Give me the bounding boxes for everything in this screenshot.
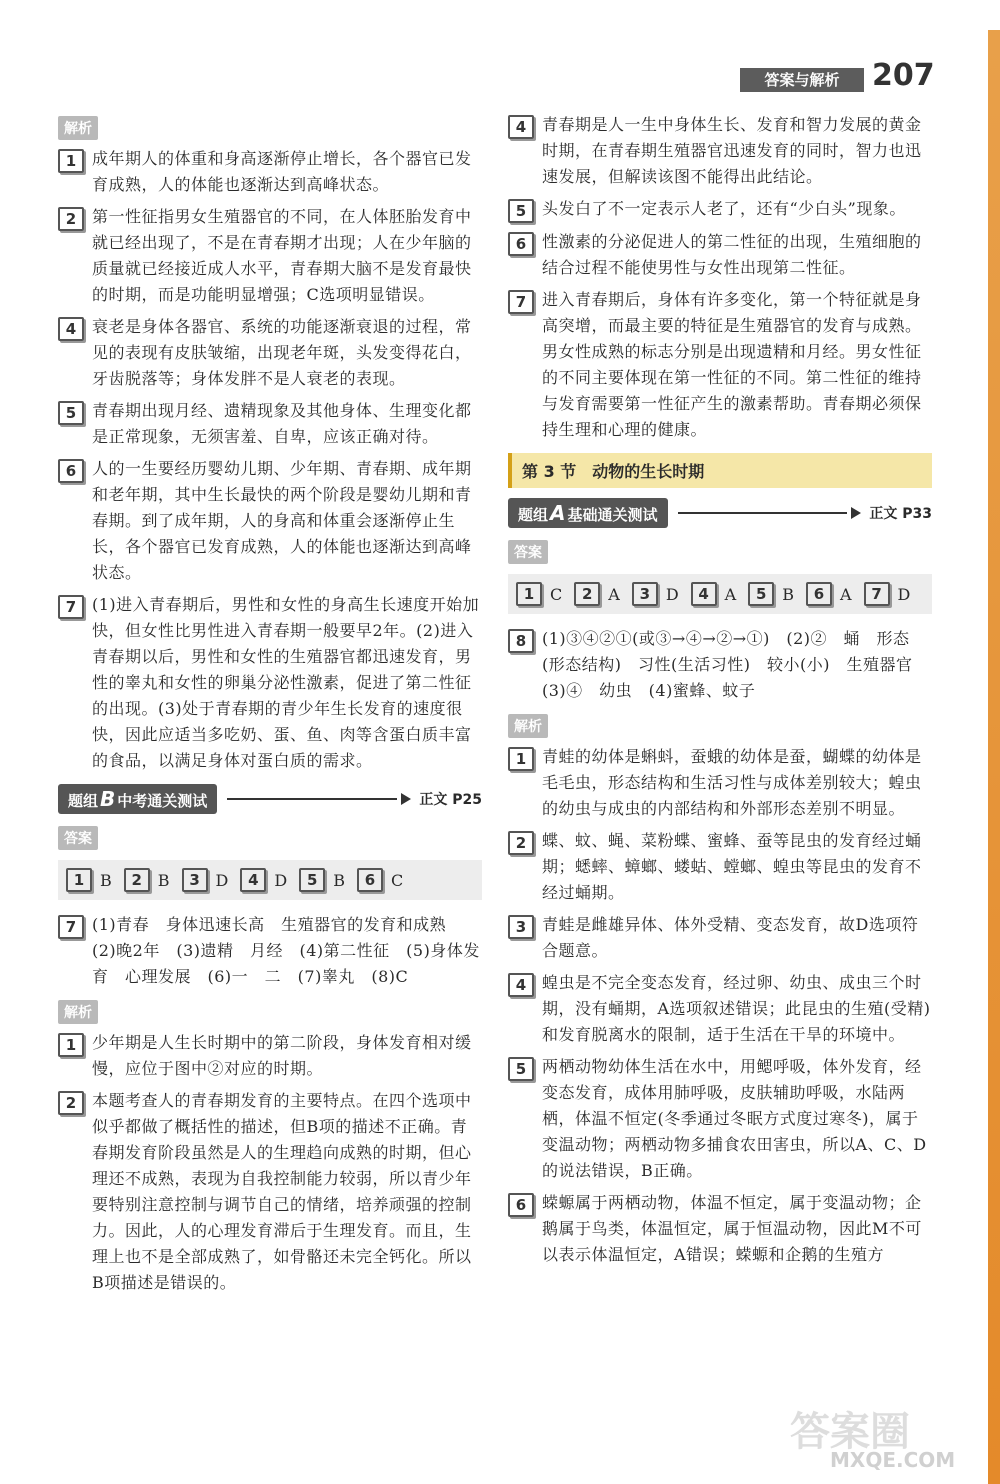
answer-number: 5 bbox=[748, 582, 774, 606]
left-analysis-list bbox=[58, 146, 482, 774]
group-a-ref: 正文 P33 bbox=[869, 506, 932, 522]
answer-number: 1 bbox=[516, 582, 542, 606]
answer-item bbox=[691, 582, 737, 606]
item-number: 3 bbox=[508, 915, 534, 939]
list-item bbox=[58, 912, 482, 990]
header-tag: 答案与解析 bbox=[740, 68, 864, 92]
answer-number: 3 bbox=[182, 868, 208, 892]
arrow-line bbox=[678, 512, 848, 514]
list-item bbox=[58, 146, 482, 198]
group-a-title: 基础通关测试 bbox=[567, 506, 658, 524]
list-item bbox=[58, 1030, 482, 1082]
answer-value: B bbox=[782, 584, 794, 604]
item-number: 4 bbox=[508, 115, 534, 139]
section-title: 第 3 节 动物的生长时期 bbox=[508, 453, 932, 488]
answer-value: D bbox=[274, 870, 288, 890]
list-item bbox=[58, 314, 482, 392]
answer-number: 5 bbox=[299, 868, 325, 892]
item-text: (1)青春 身体迅速长高 生殖器官的发育和成熟 (2)晚2年 (3)遗精 月经 (4)第二性征 (5)身体发育 心理发展 (6)一 二 (7)睾丸 (8)C bbox=[92, 915, 480, 986]
item-number: 7 bbox=[58, 595, 84, 619]
left-answers bbox=[58, 860, 482, 900]
answer-number: 6 bbox=[806, 582, 832, 606]
list-item bbox=[508, 828, 932, 906]
page-number: 207 bbox=[872, 58, 935, 93]
list-item bbox=[58, 456, 482, 586]
analysis-tag: 解析 bbox=[58, 1000, 98, 1024]
list-item bbox=[508, 229, 932, 281]
analysis-tag: 解析 bbox=[58, 116, 98, 140]
item-number: 5 bbox=[58, 401, 84, 425]
right-answers bbox=[508, 574, 932, 614]
item-number: 1 bbox=[58, 149, 84, 173]
arrow-head-icon bbox=[851, 507, 861, 519]
item-text: 青春期出现月经、遗精现象及其他身体、生理变化都是正常现象，无须害羞、自卑，应该正确对待。 bbox=[92, 401, 472, 446]
item-text: 第一性征指男女生殖器官的不同，在人体胚胎发育中就已经出现了，不是在青春期才出现；人在少年脑的质量就已经接近成人水平，青春期大脑不是发育最快的时期，而是功能明显增强；C选项明显错误。 bbox=[92, 207, 472, 304]
answer-item bbox=[299, 868, 345, 892]
item-number: 6 bbox=[508, 1193, 534, 1217]
answer-tag: 答案 bbox=[58, 826, 98, 850]
item-text: 进入青春期后，身体有许多变化，第一个特征就是身高突增，而最主要的特征是生殖器官的发育与成熟。男女性成熟的标志分别是出现遗精和月经。男女性征的不同主要体现在第一性征的不同。第二性征的维持与发育需要第一性征产生的激素帮助。青春期必须保持生理和心理的健康。 bbox=[542, 290, 922, 439]
item-number: 1 bbox=[508, 747, 534, 771]
answer-value: D bbox=[897, 584, 911, 604]
arrow-line bbox=[227, 798, 397, 800]
list-item bbox=[58, 1088, 482, 1296]
answer-number: 4 bbox=[240, 868, 266, 892]
item-text: 蝗虫是不完全变态发育，经过卵、幼虫、成虫三个时期，没有蛹期，A选项叙述错误；此昆虫的生殖(受精)和发育脱离水的限制，适于生活在干旱的环境中。 bbox=[542, 973, 931, 1044]
item-number: 6 bbox=[508, 232, 534, 256]
group-b-letter: B bbox=[100, 787, 116, 811]
answer-number: 6 bbox=[357, 868, 383, 892]
item-text: 本题考查人的青春期发育的主要特点。在四个选项中似乎都做了概括性的描述，但B项的描述不正确。青春期发育阶段虽然是人的生理趋向成熟的时期，但心理还不成熟，表现为自我控制能力较弱，所以青少年要特别注意控制与调节自己的情绪，培养顽强的控制力。因此，人的心理发育滞后于生理发育。而且，生理上也不是全部成熟了，如骨骼还未完全钙化。所以B项描述是错误的。 bbox=[92, 1091, 472, 1292]
page-corner-accent bbox=[988, 30, 1000, 1484]
right-analysis-list-2 bbox=[508, 744, 932, 1268]
answer-number: 2 bbox=[574, 582, 600, 606]
answer-number: 7 bbox=[864, 582, 890, 606]
group-a-prefix: 题组 bbox=[518, 506, 549, 524]
item-number: 2 bbox=[58, 1091, 84, 1115]
item-text: 衰老是身体各器官、系统的功能逐渐衰退的过程，常见的表现有皮肤皱缩，出现老年斑，头发变得花白，牙齿脱落等；身体发胖不是人衰老的表现。 bbox=[92, 317, 472, 388]
answer-number: 3 bbox=[632, 582, 658, 606]
answer-item bbox=[240, 868, 287, 892]
answer-value: A bbox=[608, 584, 620, 604]
answer-value: A bbox=[724, 584, 737, 604]
answer-value: A bbox=[839, 584, 852, 604]
group-b-title: 中考通关测试 bbox=[117, 792, 208, 810]
answer-item bbox=[66, 868, 112, 892]
answer-number: 1 bbox=[66, 868, 92, 892]
group-a-badge bbox=[508, 498, 668, 528]
item-number: 4 bbox=[508, 973, 534, 997]
right-analysis-list bbox=[508, 112, 932, 443]
answer-value: D bbox=[665, 584, 679, 604]
answer-item bbox=[124, 868, 170, 892]
answer-item bbox=[748, 582, 794, 606]
answer-value: D bbox=[215, 870, 229, 890]
answer-value: B bbox=[333, 870, 345, 890]
item-number: 8 bbox=[508, 629, 534, 653]
item-number: 2 bbox=[508, 831, 534, 855]
item-number: 5 bbox=[508, 199, 534, 223]
group-b-bar bbox=[58, 784, 482, 814]
group-b-ref: 正文 P25 bbox=[419, 792, 482, 808]
answer-item bbox=[864, 582, 911, 606]
watermark-logo: 答案圈 bbox=[790, 1409, 910, 1455]
list-item bbox=[508, 1054, 932, 1184]
item-number: 7 bbox=[508, 290, 534, 314]
list-item bbox=[58, 204, 482, 308]
answer-number: 2 bbox=[124, 868, 150, 892]
answer-item bbox=[182, 868, 229, 892]
list-item bbox=[508, 287, 932, 443]
item-text: (1)进入青春期后，男性和女性的身高生长速度开始加快，但女性比男性进入青春期一般要早2年。(2)进入青春期以后，男性和女性的生殖器官都迅速发育，男性的睾丸和女性的卵巢分泌性激素，促进了第二性征的出现。(3)处于青春期的青少年生长发育的速度很快，因此应适当多吃奶、蛋、鱼、肉等含蛋白质丰富的食品，以满足身体对蛋白质的需求。 bbox=[92, 595, 480, 770]
item-number: 6 bbox=[58, 459, 84, 483]
answer-item bbox=[632, 582, 679, 606]
group-b-badge bbox=[58, 784, 217, 814]
item-text: 两栖动物幼体生活在水中，用鳃呼吸，体外发育，经变态发育，成体用肺呼吸，皮肤辅助呼吸，水陆两栖，体温不恒定(冬季通过冬眠方式度过寒冬)，属于变温动物；两栖动物多捕食农田害虫，所以A、C、D的说法错误，B正确。 bbox=[542, 1057, 927, 1180]
list-item bbox=[508, 970, 932, 1048]
list-item bbox=[508, 626, 932, 704]
list-item bbox=[58, 592, 482, 774]
watermark-url: MXQE.COM bbox=[830, 1448, 956, 1472]
group-a-letter: A bbox=[550, 501, 566, 525]
item-number: 4 bbox=[58, 317, 84, 341]
item-number: 7 bbox=[58, 915, 84, 939]
right-column bbox=[508, 112, 932, 1274]
item-text: 蝶、蚊、蝇、菜粉蝶、蜜蜂、蚕等昆虫的发育经过蛹期；蟋蟀、蟑螂、蝼蛄、螳螂、蝗虫等昆虫的发育不经过蛹期。 bbox=[542, 831, 922, 902]
answer-value: C bbox=[390, 870, 404, 890]
answer-number: 4 bbox=[691, 582, 717, 606]
item-text: 性激素的分泌促进人的第二性征的出现，生殖细胞的结合过程不能使男性与女性出现第二性征。 bbox=[542, 232, 922, 277]
item-text: 青蛙的幼体是蝌蚪，蚕蛾的幼体是蚕，蝴蝶的幼体是毛毛虫，形态结构和生活习性与成体差别较大；蝗虫的幼虫与成虫的内部结构和外部形态差别不明显。 bbox=[542, 747, 922, 818]
answer-item bbox=[516, 582, 562, 606]
item-number: 5 bbox=[508, 1057, 534, 1081]
item-text: 蝾螈属于两栖动物，体温不恒定，属于变温动物；企鹅属于鸟类，体温恒定，属于恒温动物，因此M不可以表示体温恒定，A错误；蝾螈和企鹅的生殖方 bbox=[542, 1193, 922, 1264]
list-item bbox=[508, 112, 932, 190]
answer-value: C bbox=[550, 584, 563, 604]
answer-value: B bbox=[157, 870, 170, 890]
answer-value: B bbox=[100, 870, 112, 890]
list-item bbox=[508, 196, 932, 223]
item-text: 人的一生要经历婴幼儿期、少年期、青春期、成年期和老年期，其中生长最快的两个阶段是婴幼儿期和青春期。到了成年期，人的身高和体重会逐渐停止生长，各个器官已发育成熟，人的体能也逐渐达到高峰状态。 bbox=[92, 459, 472, 582]
arrow-head-icon bbox=[401, 793, 411, 805]
answer-item bbox=[574, 582, 620, 606]
item-text: (1)③④②①(或③→④→②→①) (2)② 蛹 形态(形态结构) 习性(生活习性) 较小(小) 生殖器官 (3)④ 幼虫 (4)蜜蜂、蚊子 bbox=[542, 629, 929, 700]
item-text: 成年期人的体重和身高逐渐停止增长，各个器官已发育成熟，人的体能也逐渐达到高峰状态。 bbox=[92, 149, 472, 194]
answer-item bbox=[806, 582, 852, 606]
list-item bbox=[508, 744, 932, 822]
item-number: 2 bbox=[58, 207, 84, 231]
list-item bbox=[508, 1190, 932, 1268]
item-text: 少年期是人生长时期中的第二阶段，身体发育相对缓慢，应位于图中②对应的时期。 bbox=[92, 1033, 472, 1078]
answer-tag: 答案 bbox=[508, 540, 548, 564]
item-text: 头发白了不一定表示人老了，还有“少白头”现象。 bbox=[542, 199, 906, 218]
item-text: 青蛙是雌雄异体、体外受精、变态发育，故D选项符合题意。 bbox=[542, 915, 919, 960]
list-item bbox=[58, 398, 482, 450]
group-a-bar bbox=[508, 498, 932, 528]
answer-item bbox=[357, 868, 403, 892]
left-analysis-list-2 bbox=[58, 1030, 482, 1296]
analysis-tag: 解析 bbox=[508, 714, 548, 738]
list-item bbox=[508, 912, 932, 964]
item-text: 青春期是人一生中身体生长、发育和智力发展的黄金时期，在青春期生殖器官迅速发育的同时，智力也迅速发展，但解读该图不能得出此结论。 bbox=[542, 115, 922, 186]
group-b-prefix: 题组 bbox=[68, 792, 99, 810]
item-number: 1 bbox=[58, 1033, 84, 1057]
left-column bbox=[58, 112, 482, 1302]
